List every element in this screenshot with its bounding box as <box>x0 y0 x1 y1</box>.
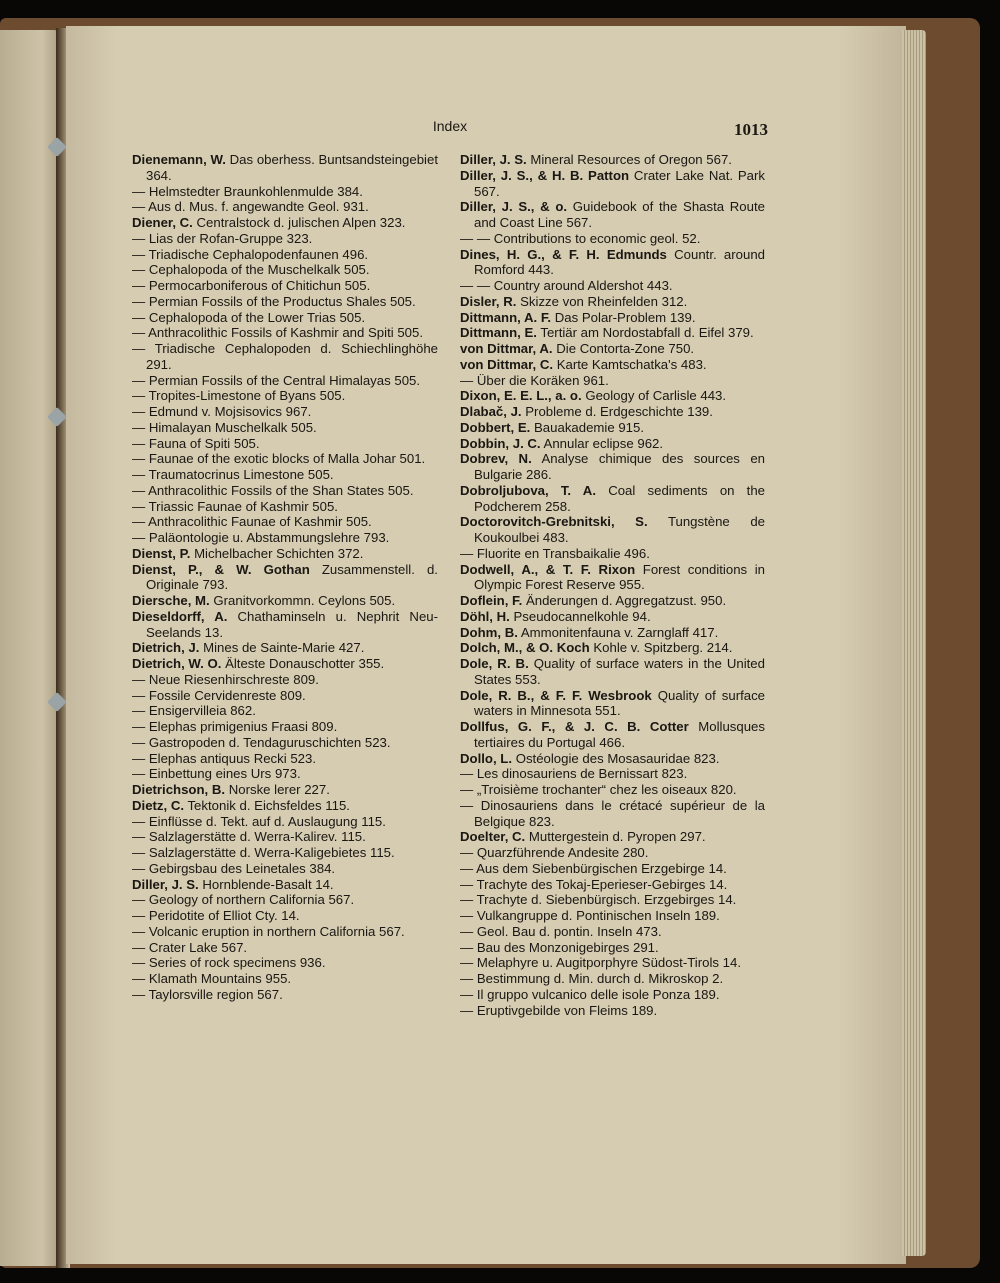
index-entry <box>460 924 765 940</box>
entry-title: — Cephalopoda of the Lower Trias 505. <box>132 309 366 325</box>
entry-title: — Permian Fossils of the Productus Shales 505. <box>132 293 416 309</box>
entry-title: — Bau des Monzonigebirges 291. <box>460 939 659 955</box>
entry-title: — Einflüsse d. Tekt. auf d. Auslaugung 115. <box>132 813 386 829</box>
entry-title: Granitvorkommn. Ceylons 505. <box>213 593 396 608</box>
entry-title: — Fauna of Spiti 505. <box>132 435 260 451</box>
entry-title: Tungstène de Koukoulbei 483. <box>474 514 765 545</box>
index-entry <box>460 940 765 956</box>
entry-title: Die Contorta-Zone 750. <box>556 341 695 356</box>
author-name: Dlabač, J. <box>460 404 522 419</box>
index-entry <box>460 562 765 594</box>
entry-title: — Salzlagerstätte d. Werra-Kalirev. 115. <box>132 829 366 845</box>
entry-title: — Triadische Cephalopodenfaunen 496. <box>132 246 369 262</box>
left-page-edge <box>0 30 60 1266</box>
index-entry <box>132 546 438 562</box>
index-entry <box>460 719 765 751</box>
entry-title: Guidebook of the Shasta Route and Coast Line 567. <box>474 199 765 230</box>
index-entry <box>132 987 438 1003</box>
index-entry <box>460 546 765 562</box>
index-entry <box>460 341 765 357</box>
entry-title: — Anthracolithic Fossils of the Shan States 505. <box>132 482 414 498</box>
index-entry <box>460 1003 765 1019</box>
author-name: Dobbert, E. <box>460 419 531 435</box>
index-entry <box>460 861 765 877</box>
author-name: Dolch, M., & O. Koch <box>460 640 590 656</box>
index-entry <box>132 751 438 767</box>
entry-title: Mineral Resources of Oregon 567. <box>530 152 732 167</box>
index-entry <box>132 562 438 594</box>
index-column-left <box>132 152 438 1003</box>
index-entry <box>460 168 765 200</box>
index-entry <box>132 814 438 830</box>
entry-title: — Triassic Faunae of Kashmir 505. <box>132 498 338 514</box>
index-entry <box>132 451 438 467</box>
entry-title: Änderungen d. Aggregatzust. 950. <box>525 593 727 608</box>
index-entry <box>460 908 765 924</box>
index-entry <box>132 499 438 515</box>
entry-title: Geology of Carlisle 443. <box>585 388 727 404</box>
entry-title: Pseudocannelkohle 94. <box>513 608 651 624</box>
index-entry <box>132 247 438 263</box>
entry-title: — Permian Fossils of the Central Himalayas 505. <box>132 372 421 388</box>
entry-title: — Permocarboniferous of Chitichun 505. <box>132 278 371 293</box>
author-name: Diersche, M. <box>132 593 210 608</box>
index-entry <box>132 703 438 719</box>
index-entry <box>460 483 765 515</box>
entry-title: Zusammenstell. d. Originale 793. <box>146 561 438 593</box>
index-entry <box>132 940 438 956</box>
author-name: Dole, R. B., & F. F. Wesbrook <box>460 687 652 703</box>
index-entry <box>132 215 438 231</box>
index-entry <box>460 877 765 893</box>
entry-title: — Melaphyre u. Augitporphyre Südost-Tirols 14. <box>460 955 741 971</box>
index-entry <box>132 310 438 326</box>
entry-title: — Paläontologie u. Abstammungslehre 793. <box>132 530 390 545</box>
index-entry <box>132 325 438 341</box>
index-entry <box>132 184 438 200</box>
index-entry <box>132 373 438 389</box>
entry-title: Muttergestein d. Pyropen 297. <box>528 829 706 845</box>
author-name: Dobrev, N. <box>460 451 532 467</box>
author-name: Dieseldorff, A. <box>132 608 228 624</box>
index-entry <box>132 530 438 546</box>
entry-title: — Fluorite en Transbaikalie 496. <box>460 545 650 561</box>
entry-title: — „Troisième trochanter“ chez les oiseaux 820. <box>460 782 737 797</box>
entry-title: — Quarzführende Andesite 280. <box>460 845 649 860</box>
page-edges <box>902 30 926 1256</box>
entry-title: Mines de Sainte-Marie 427. <box>203 640 365 656</box>
entry-title: Michelbacher Schichten 372. <box>194 545 364 561</box>
index-entry <box>460 310 765 326</box>
index-entry <box>132 593 438 609</box>
entry-title: Karte Kamtschatka's 483. <box>556 356 707 372</box>
index-entry <box>132 152 438 184</box>
entry-title: — Edmund v. Mojsisovics 967. <box>132 404 312 419</box>
index-entry <box>132 467 438 483</box>
index-entry <box>460 373 765 389</box>
author-name: Doflein, F. <box>460 593 523 608</box>
author-name: Döhl, H. <box>460 608 510 624</box>
entry-title: — Gebirgsbau des Leinetales 384. <box>132 860 336 876</box>
index-entry <box>132 514 438 530</box>
index-entry <box>460 688 765 720</box>
index-entry <box>460 987 765 1003</box>
author-name: Dole, R. B. <box>460 656 529 671</box>
index-entry <box>460 436 765 452</box>
entry-title: — Neue Riesenhirschreste 809. <box>132 671 319 687</box>
entry-title: Bauakademie 915. <box>534 419 644 435</box>
entry-title: Probleme d. Erdgeschichte 139. <box>525 404 713 419</box>
index-entry <box>460 955 765 971</box>
running-header: Index <box>432 118 468 134</box>
entry-title: Coal sediments on the Podcherem 258. <box>474 482 766 514</box>
index-entry <box>460 152 765 168</box>
index-entry <box>132 829 438 845</box>
index-entry <box>460 325 765 341</box>
entry-title: — Himalayan Muschelkalk 505. <box>132 419 317 435</box>
author-name: Diener, C. <box>132 215 193 230</box>
entry-title: — Eruptivgebilde von Fleims 189. <box>460 1002 658 1018</box>
author-name: Dienst, P. <box>132 545 191 561</box>
entry-title: Crater Lake Nat. Park 567. <box>474 167 766 199</box>
index-entry <box>132 231 438 247</box>
entry-title: — Klamath Mountains 955. <box>132 971 292 986</box>
entry-title: — Über die Koräken 961. <box>460 372 609 388</box>
entry-title: — Fossile Cervidenreste 809. <box>132 687 306 703</box>
entry-title: — Ensigervilleia 862. <box>132 703 256 719</box>
page-number: 1013 <box>734 120 768 139</box>
index-entry <box>460 782 765 798</box>
index-entry <box>460 892 765 908</box>
index-entry <box>132 656 438 672</box>
entry-title: Forest conditions in Olympic Forest Reserve 955. <box>474 561 765 593</box>
index-entry <box>132 877 438 893</box>
author-name: Dietrich, J. <box>132 640 200 656</box>
author-name: Doctorovitch-Grebnitski, S. <box>460 514 648 530</box>
index-entry <box>132 388 438 404</box>
author-name: Dietrichson, B. <box>132 782 226 797</box>
index-entry <box>460 388 765 404</box>
index-entry <box>132 798 438 814</box>
entry-title: Älteste Donauschotter 355. <box>225 656 385 671</box>
author-name: Dodwell, A., & T. F. Rixon <box>460 561 636 577</box>
entry-title: — Salzlagerstätte d. Werra-Kaligebietes 115. <box>132 845 395 860</box>
author-name: Dittmann, A. F. <box>460 309 552 325</box>
index-entry <box>460 593 765 609</box>
index-entry <box>132 199 438 215</box>
entry-title: Countr. around Romford 443. <box>474 246 765 278</box>
entry-title: — — Country around Aldershot 443. <box>460 278 673 293</box>
entry-title: — Dinosauriens dans le crétacé supérieur de la Belgique 823. <box>460 797 765 829</box>
author-name: von Dittmar, C. <box>460 356 554 372</box>
entry-title: — Faunae of the exotic blocks of Malla Johar 501. <box>132 451 426 467</box>
author-name: Disler, R. <box>460 293 517 309</box>
entry-title: — Series of rock specimens 936. <box>132 955 326 971</box>
entry-title: Annular eclipse 962. <box>543 435 664 451</box>
author-name: Dietz, C. <box>132 797 185 813</box>
entry-title: Das Polar-Problem 139. <box>554 309 696 325</box>
entry-title: — Elephas antiquus Recki 523. <box>132 750 317 766</box>
index-column-right <box>460 152 765 1018</box>
index-entry <box>460 199 765 231</box>
entry-title: — Gastropoden d. Tendaguruschichten 523. <box>132 734 391 750</box>
entry-title: — Anthracolithic Faunae of Kashmir 505. <box>132 514 372 530</box>
entry-title: — Taylorsville region 567. <box>132 986 283 1002</box>
entry-title: Quality of surface waters in the United States 553. <box>474 656 765 687</box>
index-entry <box>460 278 765 294</box>
index-entry <box>132 640 438 656</box>
index-entry <box>460 971 765 987</box>
index-entry <box>460 357 765 373</box>
index-entry <box>132 483 438 499</box>
author-name: Dollo, L. <box>460 750 513 766</box>
index-entry <box>132 845 438 861</box>
author-name: Dienst, P., & W. Gothan <box>132 561 310 577</box>
entry-title: — Traumatocrinus Limestone 505. <box>132 467 334 482</box>
entry-title: — Peridotite of Elliot Cty. 14. <box>132 908 300 923</box>
index-entry <box>460 751 765 767</box>
index-entry <box>132 971 438 987</box>
author-name: Dobbin, J. C. <box>460 435 541 451</box>
index-entry <box>460 798 765 830</box>
index-entry <box>460 829 765 845</box>
index-entry <box>132 404 438 420</box>
index-entry <box>132 719 438 735</box>
entry-title: Tertiär am Nordostabfall d. Eifel 379. <box>540 325 754 341</box>
entry-title: Quality of surface waters in Minnesota 551. <box>474 687 766 719</box>
index-entry <box>132 782 438 798</box>
entry-title: — Lias der Rofan-Gruppe 323. <box>132 230 313 246</box>
author-name: Doelter, C. <box>460 829 526 845</box>
entry-title: — Elephas primigenius Fraasi 809. <box>132 719 338 734</box>
entry-title: Das oberhess. Buntsandsteingebiet 364. <box>146 152 438 183</box>
entry-title: — Cephalopoda of the Muschelkalk 505. <box>132 262 370 278</box>
index-entry <box>460 625 765 641</box>
index-entry <box>460 845 765 861</box>
index-entry <box>132 341 438 373</box>
index-entry <box>132 924 438 940</box>
index-entry <box>132 672 438 688</box>
author-name: Diller, J. S., & H. B. Patton <box>460 167 630 183</box>
index-entry <box>460 656 765 688</box>
entry-title: Ammonitenfauna v. Zarnglaff 417. <box>520 624 719 640</box>
entry-title: Centralstock d. julischen Alpen 323. <box>196 215 406 230</box>
index-entry <box>460 609 765 625</box>
index-entry <box>132 892 438 908</box>
index-entry <box>132 609 438 641</box>
author-name: Dobroljubova, T. A. <box>460 482 596 498</box>
index-entry <box>460 247 765 279</box>
index-entry <box>132 262 438 278</box>
index-entry <box>460 451 765 483</box>
index-entry <box>460 420 765 436</box>
entry-title: — Trachyte d. Siebenbürgisch. Erzgebirges 14. <box>460 892 737 908</box>
author-name: Diller, J. S. <box>132 876 199 892</box>
entry-title: Skizze von Rheinfelden 312. <box>520 293 688 309</box>
entry-title: Hornblende-Basalt 14. <box>202 876 334 892</box>
index-entry <box>132 294 438 310</box>
entry-title: Chathaminseln u. Nephrit Neu-Seelands 13. <box>146 608 438 640</box>
author-name: Diller, J. S., & o. <box>460 199 568 215</box>
entry-title: — Helmstedter Braunkohlenmulde 384. <box>132 183 363 199</box>
index-entry <box>132 861 438 877</box>
entry-title: — Anthracolithic Fossils of Kashmir and Spiti 505. <box>132 325 423 341</box>
entry-title: — Volcanic eruption in northern California 567. <box>132 923 405 939</box>
author-name: Dixon, E. E. L., a. o. <box>460 388 582 404</box>
entry-title: — Aus d. Mus. f. angewandte Geol. 931. <box>132 199 369 215</box>
author-name: Dietrich, W. O. <box>132 656 222 671</box>
index-entry <box>460 514 765 546</box>
index-entry <box>132 278 438 294</box>
index-entry <box>460 231 765 247</box>
index-entry <box>460 404 765 420</box>
index-entry <box>460 766 765 782</box>
entry-title: — Crater Lake 567. <box>132 939 248 955</box>
entry-title: Kohle v. Spitzberg. 214. <box>593 640 733 656</box>
entry-title: Mollusques tertiaires du Portugal 466. <box>474 719 765 750</box>
index-entry <box>132 436 438 452</box>
entry-title: Ostéologie des Mosasauridae 823. <box>515 750 720 766</box>
entry-title: — Geology of northern California 567. <box>132 892 355 908</box>
author-name: Dienemann, W. <box>132 152 226 167</box>
index-entry <box>460 294 765 310</box>
entry-title: — Les dinosauriens de Bernissart 823. <box>460 766 688 782</box>
author-name: von Dittmar, A. <box>460 341 553 356</box>
entry-title: Analyse chimique des sources en Bulgarie 286. <box>474 451 765 482</box>
index-entry <box>460 640 765 656</box>
entry-title: — Vulkangruppe d. Pontinischen Inseln 189. <box>460 908 720 923</box>
author-name: Dittmann, E. <box>460 325 537 341</box>
author-name: Dines, H. G., & F. H. Edmunds <box>460 246 667 262</box>
entry-title: — Il gruppo vulcanico delle isole Ponza 189. <box>460 986 720 1002</box>
entry-title: — Geol. Bau d. pontin. Inseln 473. <box>460 923 662 939</box>
index-entry <box>132 955 438 971</box>
index-entry <box>132 908 438 924</box>
entry-title: — — Contributions to economic geol. 52. <box>460 230 701 246</box>
author-name: Diller, J. S. <box>460 152 527 167</box>
entry-title: — Trachyte des Tokaj-Eperieser-Gebirges 14. <box>460 876 728 892</box>
entry-title: — Tropites-Limestone of Byans 505. <box>132 388 346 404</box>
index-entry <box>132 420 438 436</box>
index-entry <box>132 688 438 704</box>
index-entry <box>132 735 438 751</box>
entry-title: — Aus dem Siebenbürgischen Erzgebirge 14. <box>460 860 727 876</box>
entry-title: — Triadische Cephalopoden d. Schiechlinghöhe 291. <box>132 341 438 372</box>
entry-title: Tektonik d. Eichsfeldes 115. <box>187 797 350 813</box>
entry-title: — Einbettung eines Urs 973. <box>132 766 301 782</box>
entry-title: — Bestimmung d. Min. durch d. Mikroskop 2. <box>460 971 724 986</box>
author-name: Dollfus, G. F., & J. C. B. Cotter <box>460 719 689 734</box>
entry-title: Norske lerer 227. <box>228 782 330 797</box>
index-entry <box>132 766 438 782</box>
author-name: Dohm, B. <box>460 624 518 640</box>
